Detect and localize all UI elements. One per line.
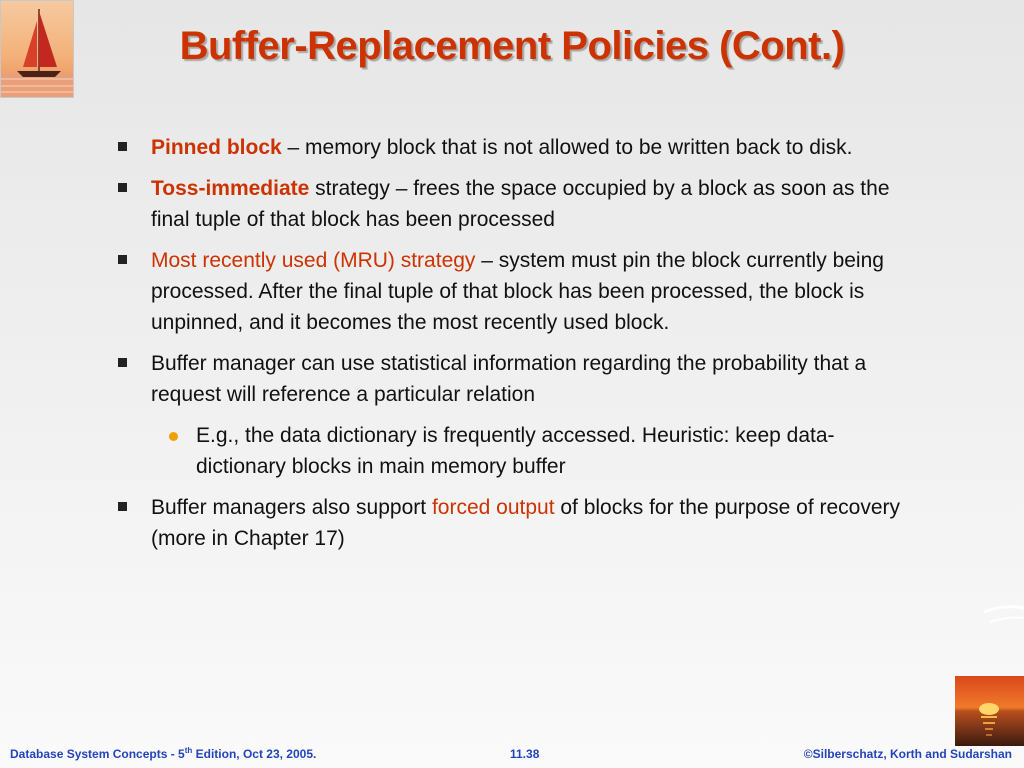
footer-slide-number: 11.38 xyxy=(510,747,540,761)
item-text: – memory block that is not allowed to be written back to disk. xyxy=(281,136,853,159)
bullet-item-mru xyxy=(114,245,904,338)
term-mru-strategy: Most recently used (MRU) strategy xyxy=(151,249,476,272)
bullet-item-forced-output xyxy=(114,492,904,554)
square-bullet-icon xyxy=(118,142,127,151)
item-text: Buffer manager can use statistical information regarding the probability that a request will reference a particular relation xyxy=(151,352,867,406)
sub-item-text: E.g., the data dictionary is frequently accessed. Heuristic: keep data-dictionary blocks in main memory buffer xyxy=(196,424,835,478)
square-bullet-icon xyxy=(118,502,127,511)
bullet-item-pinned-block xyxy=(114,132,904,163)
swoosh-decoration-icon xyxy=(984,600,1024,630)
item-text-before: Buffer managers also support xyxy=(151,496,432,519)
bullet-item-toss-immediate xyxy=(114,173,904,235)
term-pinned-block: Pinned block xyxy=(151,136,282,159)
round-bullet-icon xyxy=(169,432,178,441)
item-text: – system must pin the block currently being processed. After the final tuple of that block has been processed, the block is unpinned, and it becomes the most recently used block. xyxy=(151,249,884,334)
item-text: strategy – frees the space occupied by a block as soon as the final tuple of that block has been processed xyxy=(151,177,890,231)
slide-content xyxy=(114,132,904,564)
slide-title: Buffer-Replacement Policies (Cont.) xyxy=(179,24,845,68)
term-forced-output: forced output xyxy=(431,496,555,519)
bullet-item-statistics xyxy=(114,348,904,410)
square-bullet-icon xyxy=(118,358,127,367)
sub-bullet-item-example xyxy=(114,420,904,482)
term-toss-immediate: Toss-immediate xyxy=(151,177,310,200)
footer-copyright: ©Silberschatz, Korth and Sudarshan xyxy=(803,747,1012,761)
square-bullet-icon xyxy=(118,183,127,192)
item-text-after: of blocks for the purpose of recovery (more in Chapter 17) xyxy=(151,496,901,550)
footer-book-title: Database System Concepts - 5th Edition, Oct 23, 2005. xyxy=(10,746,317,761)
ocean-sunset-icon xyxy=(955,676,1024,746)
square-bullet-icon xyxy=(118,255,127,264)
